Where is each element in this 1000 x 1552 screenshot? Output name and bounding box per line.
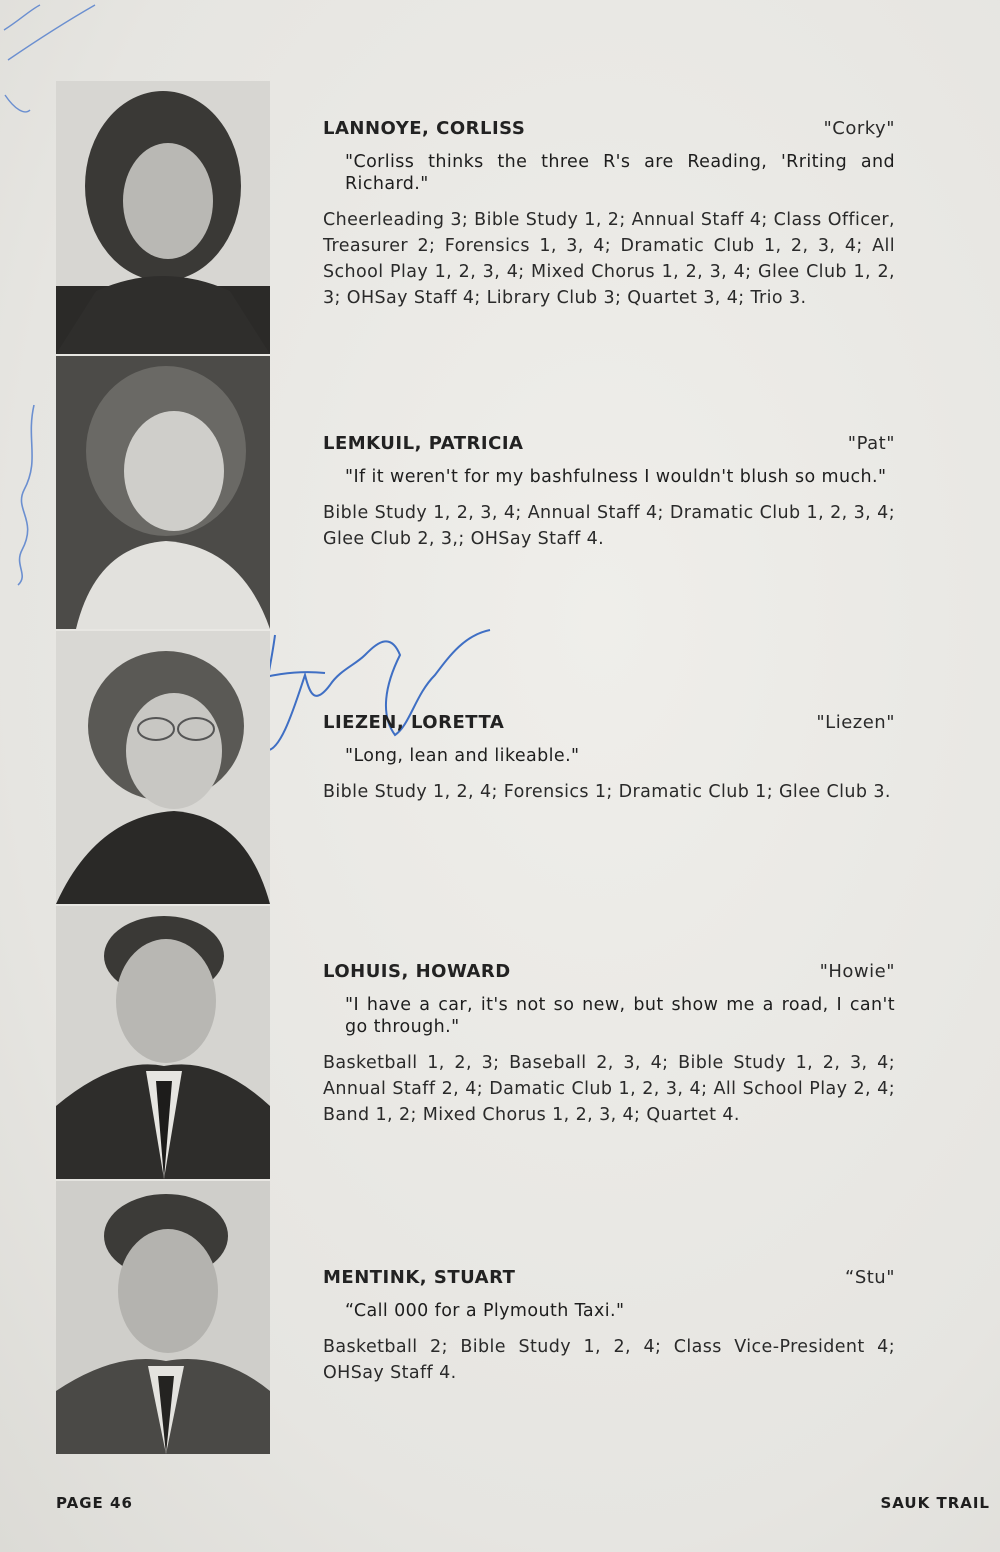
entry-header <box>323 433 895 454</box>
publication-title: SAUK TRAIL <box>880 1494 990 1512</box>
entry-header <box>323 961 895 982</box>
student-nickname: "Corky" <box>823 118 895 139</box>
student-nickname: "Liezen" <box>816 712 895 733</box>
entry-header <box>323 118 895 139</box>
entry-header <box>323 1267 895 1288</box>
page-number: PAGE 46 <box>56 1494 133 1512</box>
senior-entry <box>323 712 895 805</box>
portrait-lannoye <box>56 81 270 354</box>
student-activities: Basketball 2; Bible Study 1, 2, 4; Class Vice-President 4; OHSay Staff 4. <box>323 1337 895 1383</box>
student-name: LEMKUIL, PATRICIA <box>323 433 524 454</box>
portrait-column <box>56 81 270 1455</box>
student-activities: Bible Study 1, 2, 3, 4; Annual Staff 4; Dramatic Club 1, 2, 3, 4; Glee Club 2, 3,; OHSay Staff 4. <box>323 503 895 549</box>
student-quote: "Corliss thinks the three R's are Reading, 'Rriting and Richard." <box>345 152 895 194</box>
portrait-liezen <box>56 631 270 904</box>
senior-entry <box>323 961 895 1128</box>
student-name: LANNOYE, CORLISS <box>323 118 526 139</box>
student-activities: Bible Study 1, 2, 4; Forensics 1; Dramatic Club 1; Glee Club 3. <box>323 782 891 802</box>
student-quote: "I have a car, it's not so new, but show me a road, I can't go through." <box>345 995 895 1037</box>
portrait-lohuis <box>56 906 270 1179</box>
student-nickname: "Howie" <box>819 961 895 982</box>
student-name: MENTINK, STUART <box>323 1267 516 1288</box>
student-name: LOHUIS, HOWARD <box>323 961 511 982</box>
signature-lemkuil <box>4 400 52 590</box>
entry-header <box>323 712 895 733</box>
student-nickname: "Pat" <box>847 433 895 454</box>
student-name: LIEZEN, LORETTA <box>323 712 505 733</box>
student-quote: “Call 000 for a Plymouth Taxi." <box>345 1301 625 1321</box>
student-nickname: “Stu" <box>845 1267 895 1288</box>
student-activities: Cheerleading 3; Bible Study 1, 2; Annual Staff 4; Class Officer, Treasurer 2; Forensics 1, 3, 4; Dramatic Club 1, 2, 3, 4; All School Play 1, 2, 3, 4; Mixed Chorus 1, 2, 3, 4; Glee Club 1, 2, 3; OHSay Staff 4; Library Club 3; Quartet 3, 4; Trio 3. <box>323 210 895 308</box>
senior-entry <box>323 1267 895 1386</box>
student-quote: "If it weren't for my bashfulness I wouldn't blush so much." <box>345 467 887 487</box>
student-quote: "Long, lean and likeable." <box>345 746 580 766</box>
senior-entry <box>323 118 895 311</box>
portrait-mentink <box>56 1181 270 1454</box>
senior-entry <box>323 433 895 552</box>
portrait-lemkuil <box>56 356 270 629</box>
student-activities: Basketball 1, 2, 3; Baseball 2, 3, 4; Bible Study 1, 2, 3, 4; Annual Staff 2, 4; Damatic Club 1, 2, 3, 4; All School Play 2, 4; Band 1, 2; Mixed Chorus 1, 2, 3, 4; Quartet 4. <box>323 1053 895 1125</box>
